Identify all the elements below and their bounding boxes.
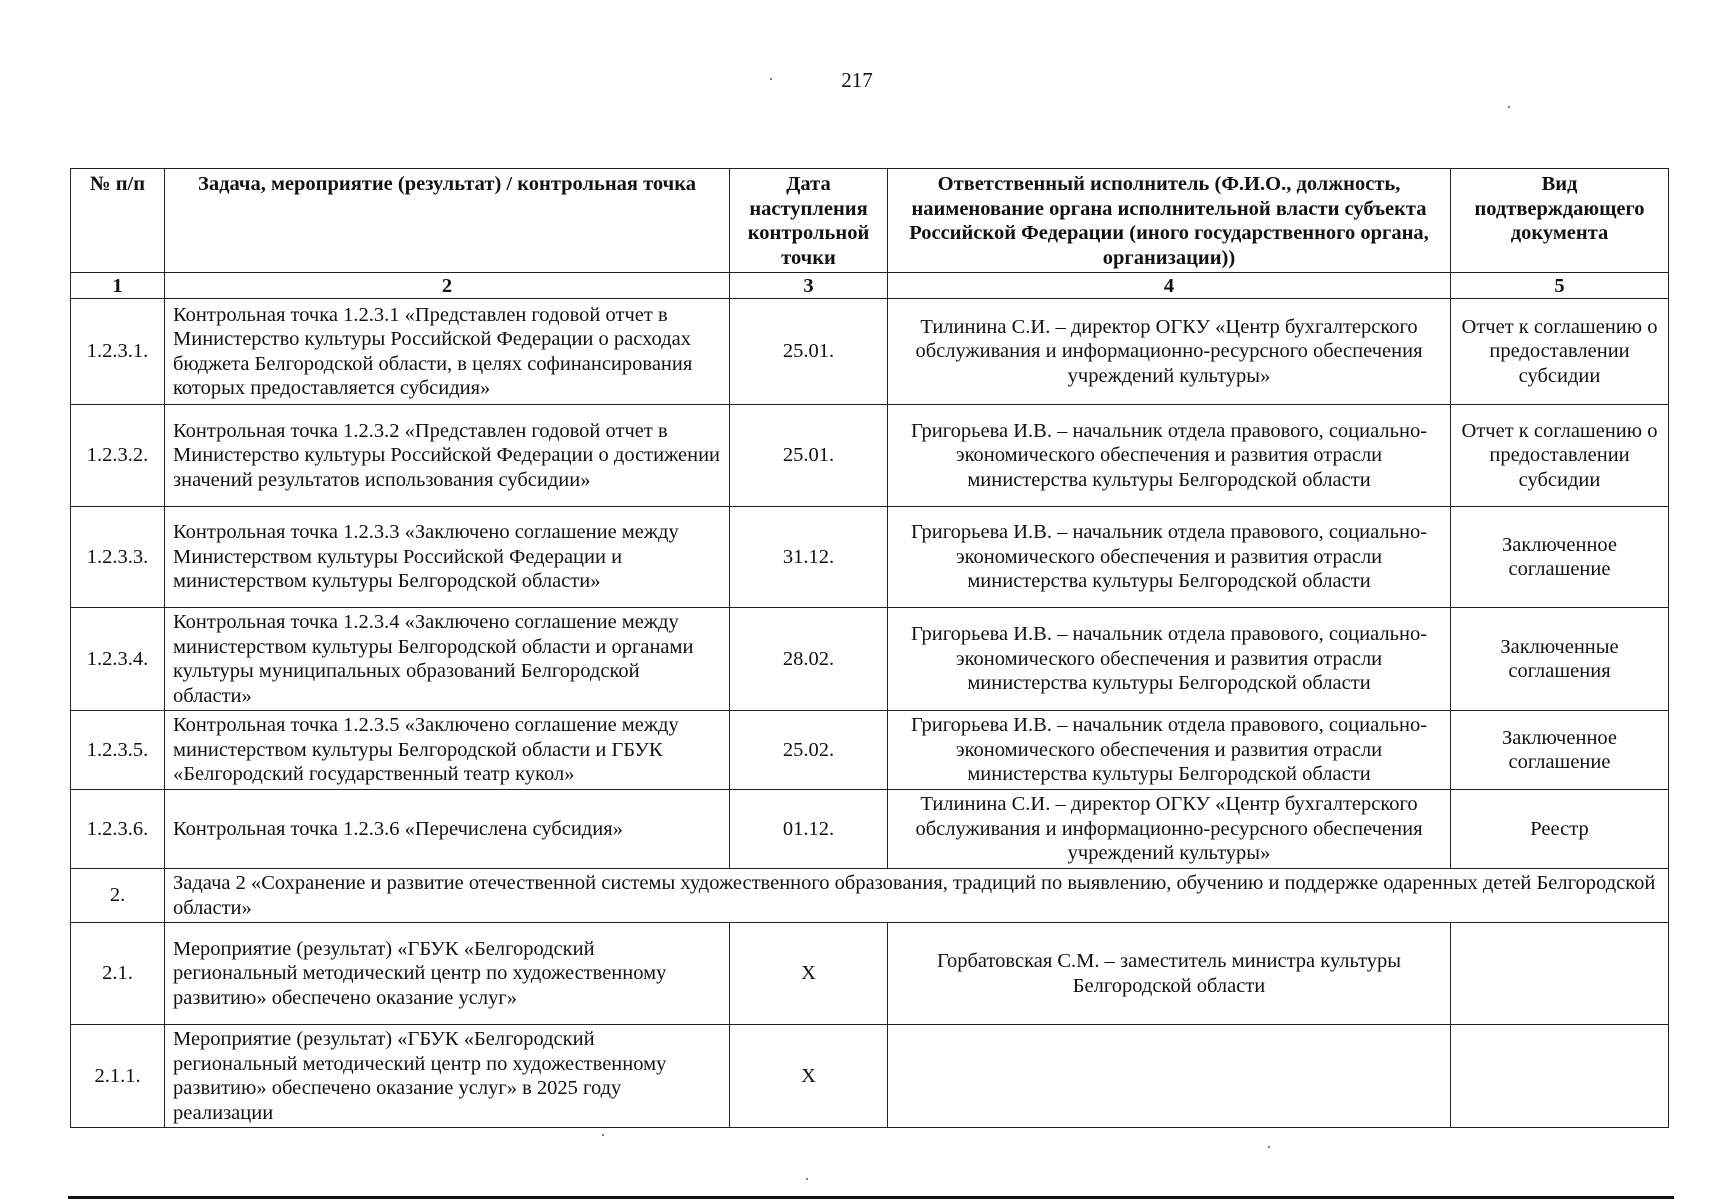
column-number: 3 — [730, 273, 888, 299]
row-executor: Григорьева И.В. – начальник отдела правового, социально-экономического обеспечения и развития отрасли министерства культуры Белгородской области — [888, 405, 1451, 507]
header-executor: Ответственный исполнитель (Ф.И.О., должность, наименование органа исполнительной власти субъекта Российской Федерации (иного государственного органа, организации)) — [888, 169, 1451, 273]
row-task: Контрольная точка 1.2.3.3 «Заключено соглашение между Министерством культуры Российской Федерации и министерством культуры Белгородской области» — [165, 507, 730, 608]
header-task: Задача, мероприятие (результат) / контрольная точка — [165, 169, 730, 273]
row-date: X — [730, 923, 888, 1025]
column-number: 1 — [71, 273, 165, 299]
row-task: Мероприятие (результат) «ГБУК «Белгородский региональный методический центр по художественному развитию» обеспечено оказание услуг» — [165, 923, 730, 1025]
header-document: Вид подтверждающего документа — [1451, 169, 1669, 273]
row-number: 1.2.3.4. — [71, 608, 165, 711]
task-row — [71, 869, 1669, 923]
task-number: 2. — [71, 869, 165, 923]
table-row — [71, 711, 1669, 790]
table-row — [71, 790, 1669, 869]
row-task: Контрольная точка 1.2.3.4 «Заключено соглашение между министерством культуры Белгородской области и органами культуры муниципальных образований Белгородской области» — [165, 608, 730, 711]
table-row — [71, 507, 1669, 608]
bottom-rule — [68, 1196, 1674, 1199]
row-executor: Тилинина С.И. – директор ОГКУ «Центр бухгалтерского обслуживания и информационно-ресурсного обеспечения учреждений культуры» — [888, 299, 1451, 405]
row-date: X — [730, 1025, 888, 1128]
column-number: 4 — [888, 273, 1451, 299]
row-date: 25.01. — [730, 405, 888, 507]
row-document: Заключенные соглашения — [1451, 608, 1669, 711]
row-document: Реестр — [1451, 790, 1669, 869]
row-document: Отчет к соглашению о предоставлении субсидии — [1451, 299, 1669, 405]
row-task: Контрольная точка 1.2.3.5 «Заключено соглашение между министерством культуры Белгородской области и ГБУК «Белгородский государственный театр кукол» — [165, 711, 730, 790]
header-num: № п/п — [71, 169, 165, 273]
page-number: 217 — [841, 68, 873, 92]
row-document: Заключенное соглашение — [1451, 711, 1669, 790]
scan-speck — [1508, 106, 1510, 108]
table-row — [71, 608, 1669, 711]
row-document: Отчет к соглашению о предоставлении субсидии — [1451, 405, 1669, 507]
row-task: Мероприятие (результат) «ГБУК «Белгородский региональный методический центр по художественному развитию» обеспечено оказание услуг» в 2025 году реализации — [165, 1025, 730, 1128]
row-number: 1.2.3.1. — [71, 299, 165, 405]
table-row — [71, 405, 1669, 507]
control-points-table — [70, 168, 1669, 1128]
row-executor: Григорьева И.В. – начальник отдела правового, социально-экономического обеспечения и развития отрасли министерства культуры Белгородской области — [888, 608, 1451, 711]
row-executor: Григорьева И.В. – начальник отдела правового, социально-экономического обеспечения и развития отрасли министерства культуры Белгородской области — [888, 711, 1451, 790]
row-task: Контрольная точка 1.2.3.2 «Представлен годовой отчет в Министерство культуры Российской Федерации о достижении значений результатов использования субсидии» — [165, 405, 730, 507]
row-executor: Тилинина С.И. – директор ОГКУ «Центр бухгалтерского обслуживания и информационно-ресурсного обеспечения учреждений культуры» — [888, 790, 1451, 869]
header-date: Дата наступления контрольной точки — [730, 169, 888, 273]
table-header-row — [71, 169, 1669, 273]
row-date: 01.12. — [730, 790, 888, 869]
row-number: 2.1.1. — [71, 1025, 165, 1128]
row-executor: Григорьева И.В. – начальник отдела правового, социально-экономического обеспечения и развития отрасли министерства культуры Белгородской области — [888, 507, 1451, 608]
row-executor — [888, 1025, 1451, 1128]
scan-speck — [1268, 1146, 1270, 1148]
row-document — [1451, 1025, 1669, 1128]
row-number: 1.2.3.5. — [71, 711, 165, 790]
task-text: Задача 2 «Сохранение и развитие отечественной системы художественного образования, традиций по выявлению, обучению и поддержке одаренных детей Белгородской области» — [165, 869, 1669, 923]
measure-row — [71, 1025, 1669, 1128]
row-task: Контрольная точка 1.2.3.1 «Представлен годовой отчет в Министерство культуры Российской Федерации о расходах бюджета Белгородской области, в целях софинансирования которых предоставляется субсидия» — [165, 299, 730, 405]
row-date: 28.02. — [730, 608, 888, 711]
scan-speck — [770, 78, 772, 80]
measure-row — [71, 923, 1669, 1025]
row-executor: Горбатовская С.М. – заместитель министра культуры Белгородской области — [888, 923, 1451, 1025]
row-number: 1.2.3.3. — [71, 507, 165, 608]
row-number: 2.1. — [71, 923, 165, 1025]
row-date: 31.12. — [730, 507, 888, 608]
row-date: 25.02. — [730, 711, 888, 790]
row-document: Заключенное соглашение — [1451, 507, 1669, 608]
row-number: 1.2.3.2. — [71, 405, 165, 507]
scan-speck — [602, 1134, 604, 1136]
row-task: Контрольная точка 1.2.3.6 «Перечислена субсидия» — [165, 790, 730, 869]
column-numbers-row — [71, 273, 1669, 299]
row-number: 1.2.3.6. — [71, 790, 165, 869]
table-row — [71, 299, 1669, 405]
scan-speck — [806, 1178, 808, 1180]
column-number: 2 — [165, 273, 730, 299]
column-number: 5 — [1451, 273, 1669, 299]
row-document — [1451, 923, 1669, 1025]
row-date: 25.01. — [730, 299, 888, 405]
